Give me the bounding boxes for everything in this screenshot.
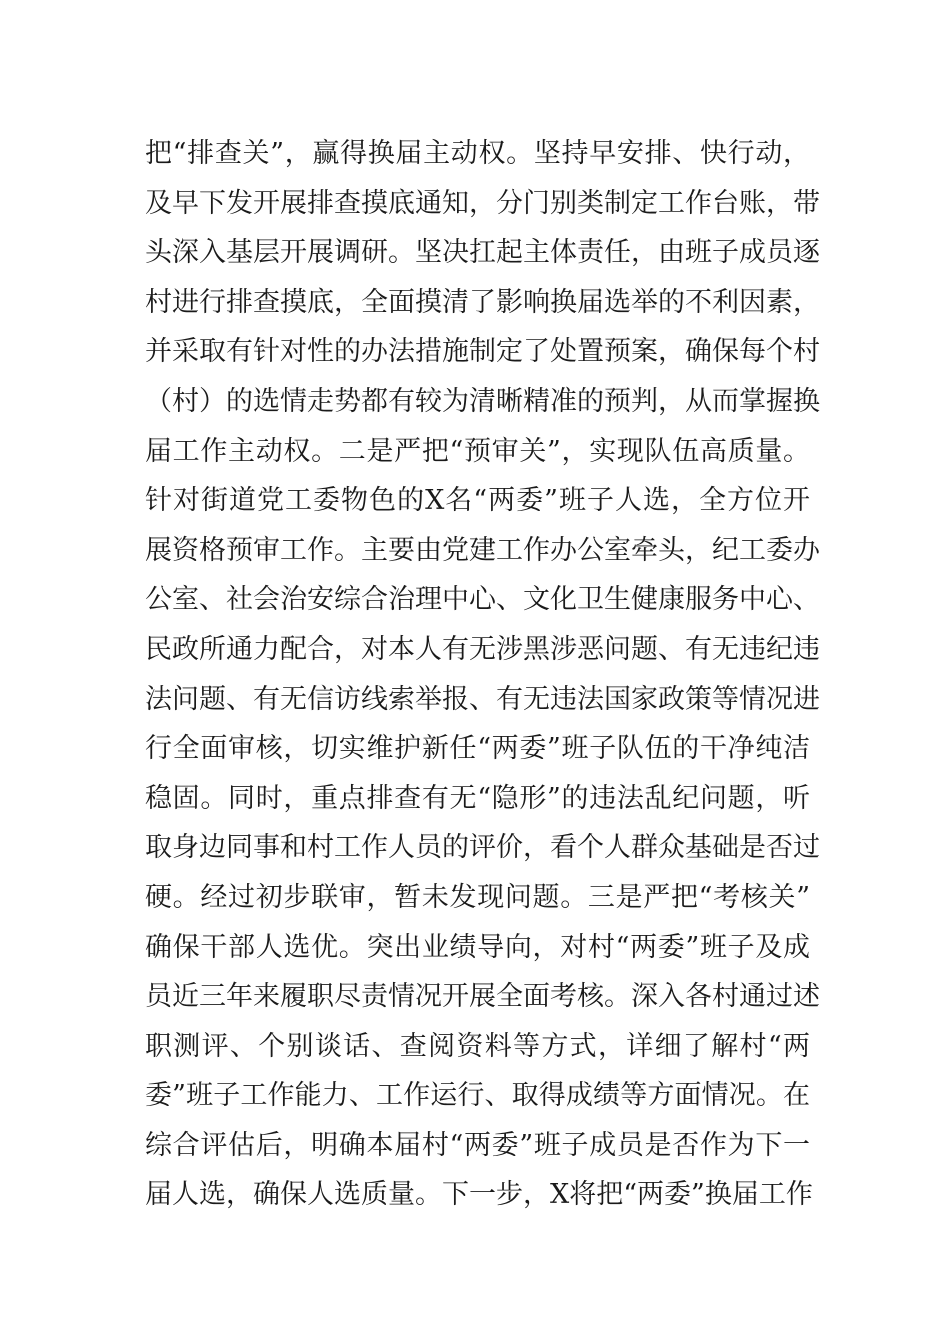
text-line: 确保干部人选优。突出业绩导向，对村“两委”班子及成	[145, 931, 810, 963]
text-line: 员近三年来履职尽责情况开展全面考核。深入各村通过述	[145, 981, 820, 1013]
text-line: 硬。经过初步联审，暂未发现问题。三是严把“考核关”	[145, 881, 810, 913]
text-line: 村进行排查摸底，全面摸清了影响换届选举的不利因素，	[145, 286, 820, 318]
body-text	[145, 129, 820, 1220]
text-line: 针对街道党工委物色的X名“两委”班子人选，全方位开	[145, 485, 810, 517]
text-line: 民政所通力配合，对本人有无涉黑涉恶问题、有无违纪违	[145, 633, 820, 665]
text-line: 头深入基层开展调研。坚决扛起主体责任，由班子成员逐	[145, 237, 820, 269]
text-line: 取身边同事和村工作人员的评价，看个人群众基础是否过	[145, 832, 820, 864]
text-line: 职测评、个别谈话、查阅资料等方式，详细了解村“两	[145, 1030, 810, 1062]
text-line: 委”班子工作能力、工作运行、取得成绩等方面情况。在	[145, 1080, 810, 1112]
text-line: 行全面审核，切实维护新任“两委”班子队伍的干净纯洁	[145, 733, 810, 765]
text-line: （村）的选情走势都有较为清晰精准的预判，从而掌握换	[145, 385, 820, 417]
text-line: 并采取有针对性的办法措施制定了处置预案，确保每个村	[145, 336, 820, 368]
text-line: 届工作主动权。二是严把“预审关”，实现队伍高质量。	[145, 435, 810, 467]
text-line: 展资格预审工作。主要由党建工作办公室牵头，纪工委办	[145, 534, 820, 566]
text-line: 届人选，确保人选质量。下一步，X将把“两委”换届工作	[145, 1179, 813, 1211]
text-line: 法问题、有无信访线索举报、有无违法国家政策等情况进	[145, 683, 820, 715]
text-line: 综合评估后，明确本届村“两委”班子成员是否作为下一	[145, 1129, 810, 1161]
text-line: 公室、社会治安综合治理中心、文化卫生健康服务中心、	[145, 584, 820, 616]
text-line: 及早下发开展排查摸底通知，分门别类制定工作台账，带	[145, 187, 820, 219]
text-line: 把“排查关”，赢得换届主动权。坚持早安排、快行动，	[145, 138, 810, 169]
text-line: 稳固。同时，重点排查有无“隐形”的违法乱纪问题，听	[145, 782, 810, 814]
